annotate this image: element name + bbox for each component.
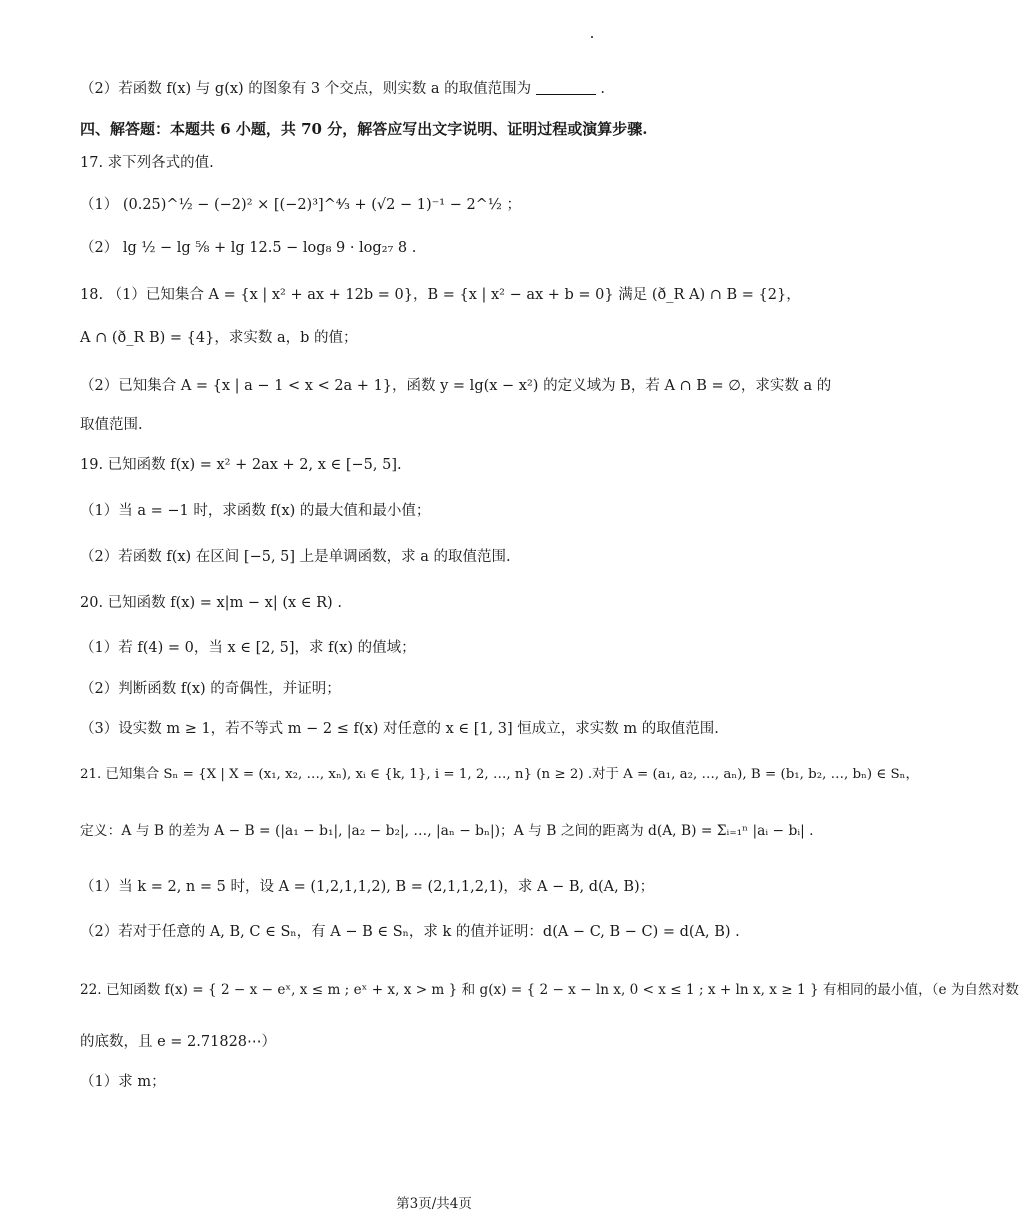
question-21-part-1: （1）当 k = 2, n = 5 时，设 A = (1,2,1,1,2), B = (2,1,1,2,1)，求 A − B, d(A, B)； (80, 879, 655, 895)
question-19-part-2: （2）若函数 f(x) 在区间 [−5, 5] 上是单调函数，求 a 的取值范围. (80, 549, 511, 565)
question-17-part-1: （1） (0.25)^½ − (−2)² × [(−2)³]^⁴⁄₃ + (√2 − 1)⁻¹ − 2^½ ； (80, 197, 521, 213)
question-19-part-1: （1）当 a = −1 时，求函数 f(x) 的最大值和最小值； (80, 503, 431, 519)
question-20-part-1: （1）若 f(4) = 0，当 x ∈ [2, 5]，求 f(x) 的值域； (80, 640, 416, 656)
question-20-part-2: （2）判断函数 f(x) 的奇偶性，并证明； (80, 681, 341, 697)
question-21-line-1: 21. 已知集合 Sₙ = {X | X = (x₁, x₂, …, xₙ), xᵢ ∈ {k, 1}, i = 1, 2, …, n} (n ≥ 2) .对于 A = (a₁, a₂, …, aₙ), B = (b₁, b₂, …, bₙ) ∈ Sₙ， (80, 767, 919, 782)
question-21-line-2: 定义：A 与 B 的差为 A − B = (|a₁ − b₁|, |a₂ − b₂|, …, |aₙ − bₙ|)；A 与 B 之间的距离为 d(A, B) = Σᵢ₌₁ⁿ |aᵢ − bᵢ| . (80, 823, 814, 839)
question-17: 17. 求下列各式的值. (80, 155, 214, 171)
question-22-part-1: （1）求 m； (80, 1074, 166, 1090)
corner-dot (591, 36, 593, 38)
answer-blank (536, 78, 596, 95)
question-18-part-1-line-1: 18. （1）已知集合 A = {x | x² + ax + 12b = 0}，B = {x | x² − ax + b = 0} 满足 (ð_R A) ∩ B = {2}， (80, 287, 801, 303)
question-17-part-2: （2） lg ½ − lg ⅝ + lg 12.5 − log₈ 9 · log₂₇ 8 . (80, 240, 417, 256)
question-18-part-1-line-2: A ∩ (ð_R B) = {4}，求实数 a，b 的值； (80, 330, 358, 346)
question-16-part-2: （2）若函数 f(x) 与 g(x) 的图象有 3 个交点，则实数 a 的取值范围为 . (80, 78, 605, 100)
question-22-line-2: 的底数，且 e = 2.71828⋯） (80, 1034, 277, 1050)
question-22-line-1: 22. 已知函数 f(x) = { 2 − x − eˣ, x ≤ m ; eˣ + x, x > m } 和 g(x) = { 2 − x − ln x, 0 < x ≤ 1 ; x + ln x, x ≥ 1 } 有相同的最小值，（e 为自然对数 (80, 982, 1019, 998)
question-18-part-2-line-2: 取值范围. (80, 417, 143, 433)
question-18-part-2-line-1: （2）已知集合 A = {x | a − 1 < x < 2a + 1}，函数 y = lg(x − x²) 的定义域为 B，若 A ∩ B = ∅，求实数 a 的 (80, 378, 832, 394)
question-20-part-3: （3）设实数 m ≥ 1，若不等式 m − 2 ≤ f(x) 对任意的 x ∈ [1, 3] 恒成立，求实数 m 的取值范围. (80, 721, 719, 737)
question-20: 20. 已知函数 f(x) = x|m − x| (x ∈ R) . (80, 595, 342, 611)
section-heading: 四、解答题：本题共 6 小题，共 70 分，解答应写出文字说明、证明过程或演算步骤. (80, 120, 648, 138)
question-21-part-2: （2）若对于任意的 A, B, C ∈ Sₙ，有 A − B ∈ Sₙ，求 k 的值并证明：d(A − C, B − C) = d(A, B) . (80, 924, 740, 940)
page-footer: 第3页/共4页 (396, 1196, 472, 1212)
question-19: 19. 已知函数 f(x) = x² + 2ax + 2, x ∈ [−5, 5]. (80, 457, 402, 473)
